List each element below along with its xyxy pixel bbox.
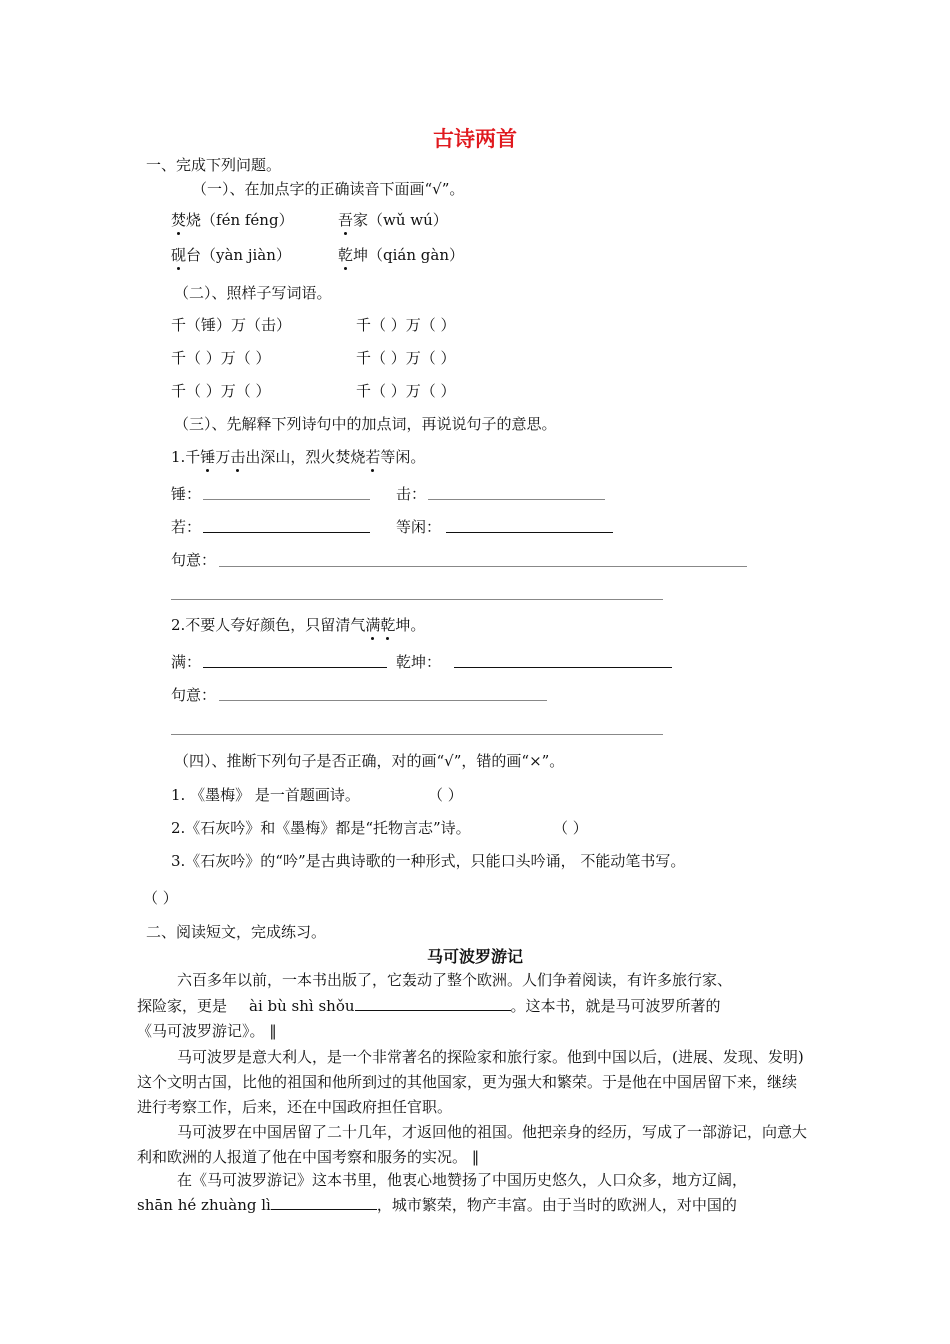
label-dengxian: 等闲： — [396, 518, 442, 536]
q3-poem-line-2: 2.不要人夸好颜色，只留清气满乾坤。 — [171, 616, 426, 634]
q4-item-1-answer[interactable]: （ ） — [428, 786, 463, 804]
passage-p1-line2: 探险家，更是 ài bù shì shǒu 。这本书，就是马可波罗所著的 — [137, 997, 721, 1015]
passage-p1-line3: 《马可波罗游记》。 ‖ — [137, 1022, 277, 1040]
q3-poem-line-1: 1.千锤万击出深山，烈火焚烧若等闲。 — [171, 448, 426, 466]
passage-p4-line1: 在《马可波罗游记》这本书里，他衷心地赞扬了中国历史悠久，人口众多，地方辽阔， — [177, 1171, 748, 1189]
label-juyi: 句意： — [171, 551, 217, 569]
label-juyi-2: 句意： — [171, 686, 217, 704]
label-ruo: 若： — [171, 518, 202, 536]
q4-item-3: 3.《石灰吟》的“吟”是古典诗歌的一种形式，只能口头吟诵， 不能动笔书写。 — [171, 852, 686, 870]
answer-line-juyi-3[interactable] — [219, 700, 547, 701]
answer-blank-shanhezhuangli[interactable] — [271, 1195, 377, 1210]
passage-p3: 马可波罗在中国居留了二十几年，才返回他的祖国。他把亲身的经历，写成了一部游记，向意大利和欧洲的人报道了他在中国考察和服务的实况。 ‖ — [137, 1123, 808, 1166]
answer-line-juyi[interactable] — [219, 566, 747, 567]
section-1-heading: 一、完成下列问题。 — [146, 156, 282, 174]
q2-heading: （二）、照样子写词语。 — [174, 284, 332, 302]
passage-p4-line2: shān hé zhuàng lì ，城市繁荣，物产丰富。由于当时的欧洲人，对中国的 — [137, 1196, 737, 1214]
answer-line-juyi-2[interactable] — [171, 599, 663, 600]
q2-blank: 千（ ）万（ ） — [356, 349, 456, 367]
answer-line-man[interactable] — [203, 667, 387, 668]
label-chui: 锤： — [171, 485, 202, 503]
answer-line-ji[interactable] — [428, 499, 605, 500]
q1-heading: （一）、在加点字的正确读音下面画“√”。 — [192, 180, 465, 198]
label-ji: 击： — [396, 485, 427, 503]
q1-item-fenshao: 焚烧（fén féng） — [171, 211, 294, 229]
q4-item-1: 1. 《墨梅》 是一首题画诗。 — [171, 786, 360, 804]
label-man: 满： — [171, 653, 202, 671]
passage-p1-line1: 六百多年以前，一本书出版了，它轰动了整个欧洲。人们争着阅读，有许多旅行家、 — [177, 971, 733, 989]
answer-blank-aibushishou[interactable] — [355, 996, 511, 1011]
section-2-heading: 二、阅读短文，完成练习。 — [146, 923, 327, 941]
pinyin-prompt: ài bù shì shǒu — [249, 997, 355, 1015]
answer-line-juyi-4[interactable] — [171, 734, 663, 735]
dotted-char: 砚 — [171, 246, 187, 264]
passage-p2: 马可波罗是意大利人，是一个非常著名的探险家和旅行家。他到中国以后，(进展、发现、发明)这个文明古国，比他的祖国和他所到过的其他国家，更为强大和繁荣。于是他在中国居留下来，继续进行考察工作，后来，还在中国政府担任官职。 — [137, 1048, 804, 1116]
dotted-char: 乾 — [338, 246, 354, 264]
answer-line-ruo[interactable] — [203, 532, 370, 533]
pinyin-prompt: shān hé zhuàng lì — [137, 1196, 271, 1214]
passage-title: 马可波罗游记 — [426, 947, 523, 966]
page-title: 古诗两首 — [433, 126, 517, 151]
answer-line-chui[interactable] — [203, 499, 370, 500]
q3-heading: （三）、先解释下列诗句中的加点词，再说说句子的意思。 — [174, 415, 557, 433]
q1-item-qiankun: 乾坤（qián gàn） — [338, 246, 464, 264]
answer-line-dengxian[interactable] — [446, 532, 613, 533]
answer-line-qiankun[interactable] — [454, 667, 672, 668]
dotted-char: 吾 — [338, 211, 354, 229]
q2-blank: 千（ ）万（ ） — [171, 382, 271, 400]
q2-blank: 千（ ）万（ ） — [171, 349, 271, 367]
q4-item-2: 2.《石灰吟》和《墨梅》都是“托物言志”诗。 — [171, 819, 471, 837]
q2-example: 千（锤）万（击） — [171, 316, 292, 334]
label-qiankun: 乾坤： — [396, 653, 442, 671]
q4-item-2-answer[interactable]: （ ） — [553, 819, 588, 837]
dotted-char: 焚 — [171, 211, 187, 229]
q1-item-yantai: 砚台（yàn jiàn） — [171, 246, 291, 264]
q4-heading: （四）、推断下列句子是否正确，对的画“√”，错的画“×”。 — [174, 752, 565, 770]
q2-blank: 千（ ）万（ ） — [356, 316, 456, 334]
q2-blank: 千（ ）万（ ） — [356, 382, 456, 400]
q4-item-3-answer[interactable]: （ ） — [143, 889, 178, 907]
q1-item-wujia: 吾家（wǔ wú） — [338, 211, 448, 229]
